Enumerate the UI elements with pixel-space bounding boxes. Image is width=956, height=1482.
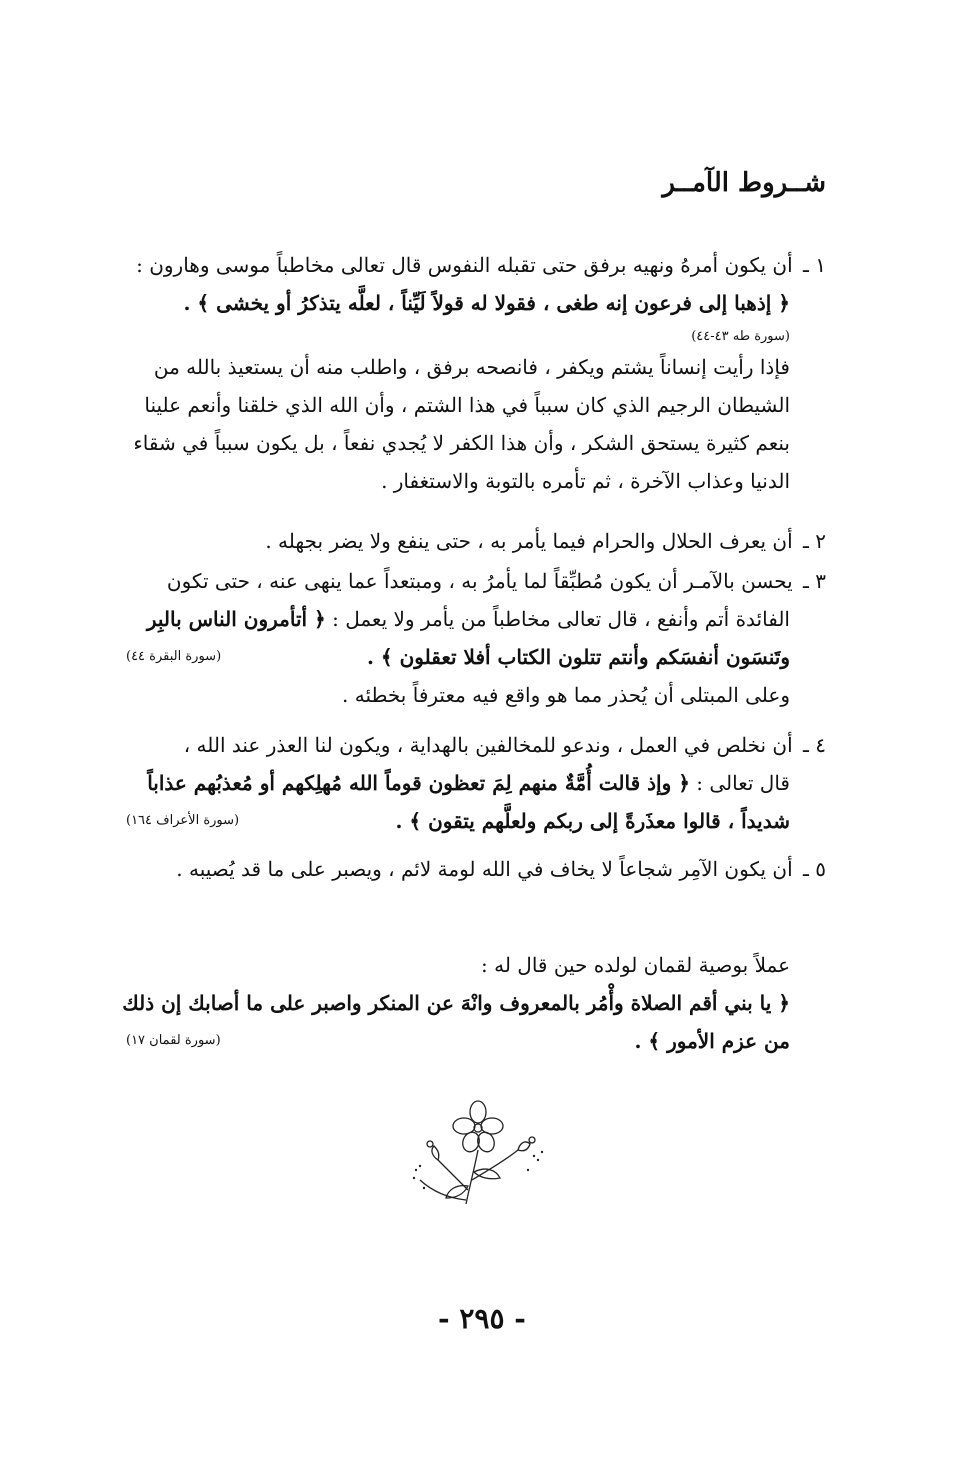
quran-verse: من عزم الأمور ﴾ .: [634, 1029, 790, 1053]
flower-ornament-icon: [408, 1100, 548, 1210]
verse-reference: (سورة البقرة ٤٤): [126, 649, 222, 664]
item-number: ١ ـ: [803, 253, 826, 277]
item-number: ٤ ـ: [803, 733, 826, 757]
item-text: أن نخلص في العمل ، وندعو للمخالفين بالهداية ، ويكون لنا العذر عند الله ،: [183, 733, 793, 757]
list-item: [126, 522, 826, 560]
verse-reference: (سورة لقمان ١٧): [126, 1033, 221, 1048]
verse-reference: (سورة طه ٤٣-٤٤): [691, 329, 790, 344]
list-item: [126, 246, 826, 500]
quran-verse: ﴿ يا بني أقم الصلاة وأْمُر بالمعروف وانْهَ عن المنكر واصبر على ما أصابك إن ذلك: [122, 991, 790, 1015]
paragraph-line: وعلى المبتلى أن يُحذر مما هو واقع فيه معترفاً بخطئه .: [342, 683, 790, 707]
paragraph-line: الشيطان الرجيم الذي كان سبباً في هذا الشتم ، وأن الله الذي خلقنا وأنعم علينا: [144, 393, 790, 417]
item-text: أن يعرف الحلال والحرام فيما يأمر به ، حتى ينفع ولا يضر بجهله .: [265, 529, 793, 553]
page-title: شــروط الآمــر: [662, 168, 826, 198]
item-text: قال تعالى :: [696, 771, 790, 795]
list-item: [126, 850, 826, 888]
closing-intro: عملاً بوصية لقمان لولده حين قال له :: [481, 953, 790, 977]
list-item: [126, 726, 826, 840]
item-number: ٢ ـ: [803, 529, 826, 553]
quran-verse: ﴿ أتأمرون الناس بالبِر: [146, 607, 326, 631]
paragraph-line: بنعم كثيرة يستحق الشكر ، وأن هذا الكفر لا يُجدي نفعاً ، بل يكون سبباً في شقاء: [133, 431, 790, 455]
paragraph-line: فإذا رأيت إنساناً يشتم ويكفر ، فانصحه برفق ، واطلب منه أن يستعيذ بالله من: [153, 355, 790, 379]
list-item: [126, 562, 826, 714]
item-text: أن يكون الآمِر شجاعاً لا يخاف في الله لومة لائم ، ويصبر على ما قد يُصيبه .: [176, 857, 793, 881]
item-text: الفائدة أتم وأنفع ، قال تعالى مخاطباً من يأمر ولا يعمل :: [332, 607, 790, 631]
quran-verse: ﴿ وإذ قالت أُمَّةٌ منهم لِمَ تعظون قوماً الله مُهلِكهم أو مُعذبُهم عذاباً: [147, 771, 690, 795]
quran-verse: وتَنسَون أنفسَكم وأنتم تتلون الكتاب أفلا تعقلون ﴾ .: [367, 645, 790, 669]
quran-verse: شديداً ، قالوا معذَرةً إلى ربكم ولعلَّهم يتقون ﴾ .: [395, 809, 790, 833]
verse-reference: (سورة الأعراف ١٦٤): [126, 813, 240, 828]
quran-verse: ﴿ إذهبا إلى فرعون إنه طغى ، فقولا له قولاً لَيِّناً ، لعلَّه يتذكرُ أو يخشى ﴾ .: [183, 291, 790, 315]
item-number: ٣ ـ: [803, 569, 826, 593]
paragraph-line: الدنيا وعذاب الآخرة ، ثم تأمره بالتوبة والاستغفار .: [381, 469, 790, 493]
page-number: - ٢٩٥ -: [438, 1302, 526, 1335]
item-number: ٥ ـ: [803, 857, 826, 881]
closing-section: [122, 946, 826, 1060]
item-text: أن يكون أمرهُ ونهيه برفق حتى تقبله النفوس قال تعالى مخاطباً موسى وهارون :: [136, 253, 793, 277]
item-text: يحسن بالآمـر أن يكون مُطبِّقاً لما يأمرُ به ، ومبتعداً عما ينهى عنه ، حتى تكون: [166, 569, 793, 593]
